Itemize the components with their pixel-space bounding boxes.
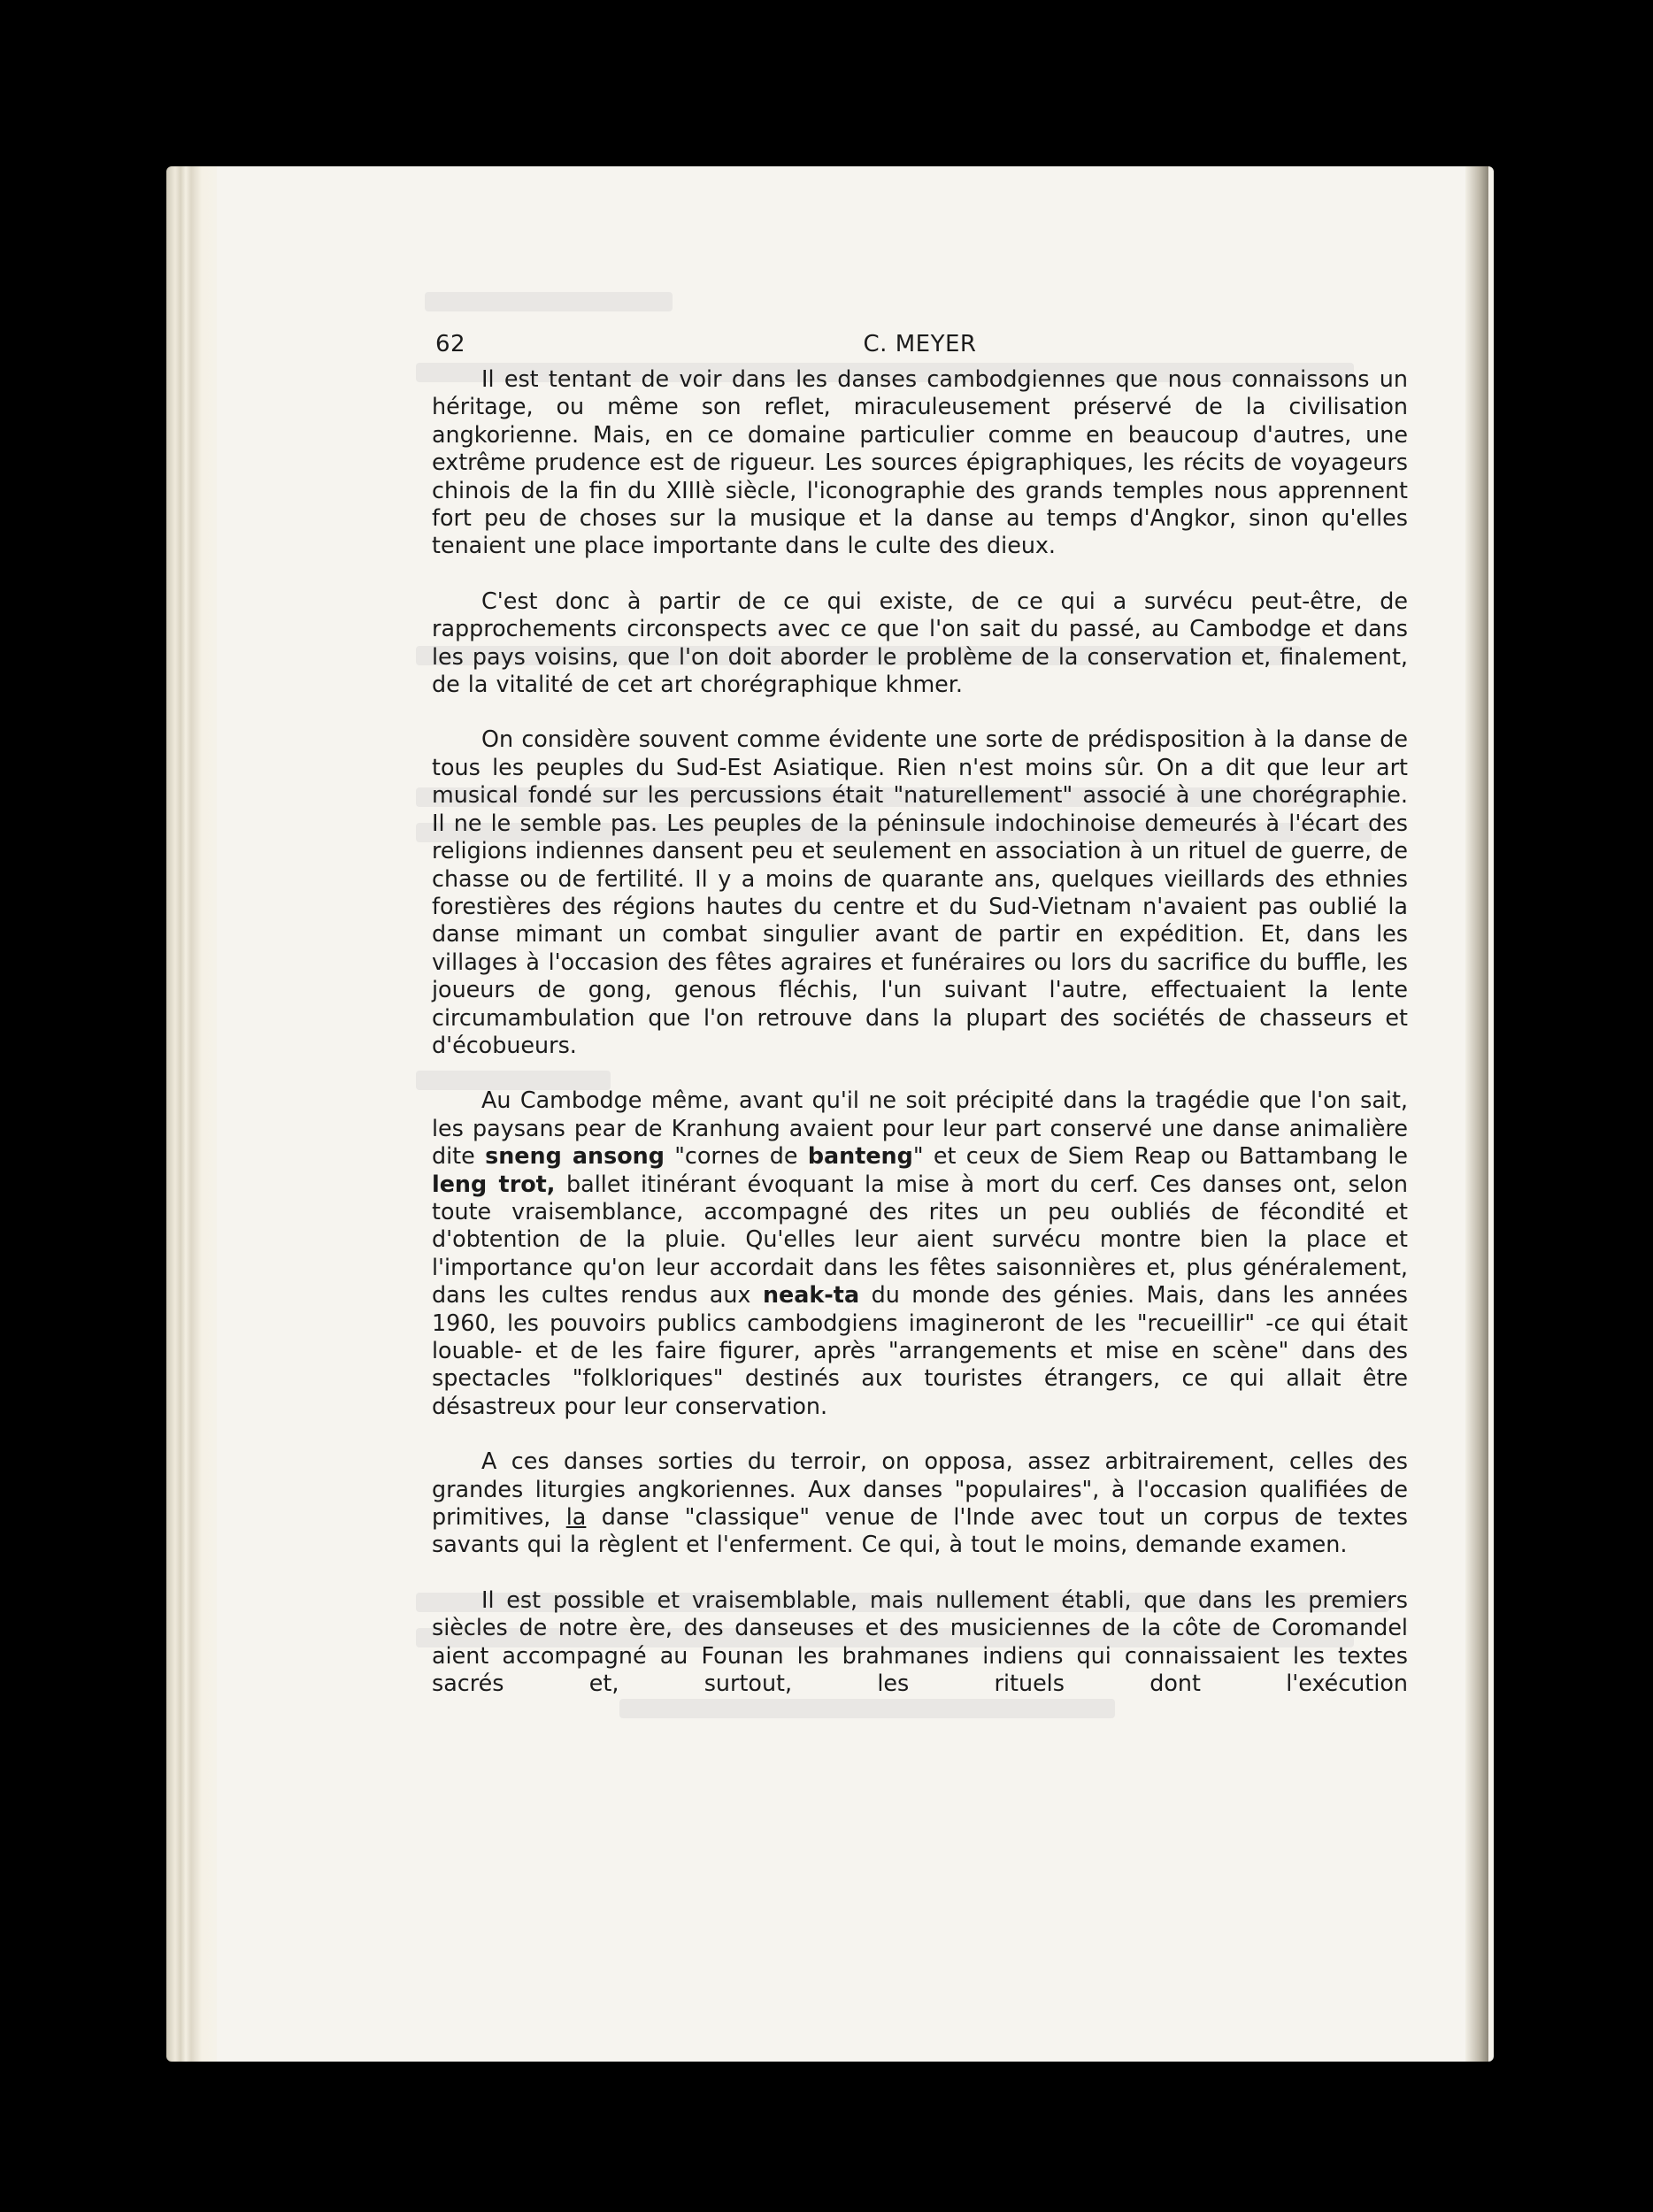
underlined-la: la	[565, 1503, 587, 1531]
paragraph-2: C'est donc à partir de ce qui existe, de ce qui a survécu peut-être, de rapprochements circonspects avec ce que l'on sait du passé, au Cambodge et dans les pays voisins, que l'on doit aborder le problème de la conservation et, finalement, de la vitalité de cet art chorégraphique khmer.	[432, 587, 1408, 698]
paragraph-5	[432, 1448, 1408, 1559]
paragraph-4-text-2: "cornes de	[664, 1142, 808, 1170]
term-leng-trot: leng trot,	[432, 1170, 556, 1197]
paragraph-5-text-1: A ces danses sorties du terroir, on opposa, assez arbitrairement, celles des grandes liturgies angkoriennes. Aux danses "populaires", à l'occasion qualifiées de primitives,	[432, 1448, 1408, 1531]
term-sneng-ansong: sneng ansong	[485, 1142, 665, 1170]
paragraph-4-text-1: Au Cambodge même, avant qu'il ne soit précipité dans la tragédie que l'on sait, les paysans pear de Kranhung avaient pour leur part conservé une danse animalière dite	[432, 1087, 1408, 1170]
paragraph-1: Il est tentant de voir dans les danses cambodgiennes que nous connaissons un héritage, ou même son reflet, miraculeusement préservé de la civilisation angkorienne. Mais, en ce domaine particulier comme en beaucoup d'autres, une extrême prudence est de rigueur. Les sources épigraphiques, les récits de voyageurs chinois de la fin du XIIIè siècle, l'iconographie des grands temples nous apprennent fort peu de choses sur la musique et la danse au temps d'Angkor, sinon qu'elles tenaient une place importante dans le culte des dieux.	[432, 365, 1408, 559]
paragraph-4-text-5: du monde des génies. Mais, dans les années 1960, les pouvoirs publics cambodgiens imagineront de les "recueillir" -ce qui était louable- et de les faire figurer, après "arrangements et mise en scène" dans des spectacles "folkloriques" destinés aux touristes étrangers, ce qui allait être désastreux pour leur conservation.	[432, 1281, 1408, 1419]
paragraph-4-text-3: " et ceux de Siem Reap ou Battambang le	[912, 1142, 1408, 1170]
term-neak-ta: neak-ta	[762, 1281, 860, 1309]
page-gutter-shadow	[1465, 166, 1488, 2062]
page-body	[432, 327, 1408, 1697]
running-title: C. MEYER	[863, 331, 977, 357]
running-head	[432, 327, 1408, 363]
paragraph-5-text-2: danse "classique" venue de l'Inde avec tout un corpus de textes savants qui la règlent et l'enferment. Ce qui, à tout le moins, demande examen.	[432, 1503, 1408, 1558]
paragraph-4-text-4: ballet itinérant évoquant la mise à mort du cerf. Ces danses ont, selon toute vraisemblance, accompagné des rites un peu oubliés de fécondité et d'obtention de la pluie. Qu'elles leur aient survécu montre bien la place et l'importance qu'on leur accordait dans les fêtes saisonnières et, plus généralement, dans les cultes rendus aux	[432, 1170, 1408, 1309]
paragraph-4	[432, 1087, 1408, 1420]
term-banteng: banteng	[807, 1142, 913, 1170]
paragraph-3: On considère souvent comme évidente une sorte de prédisposition à la danse de tous les peuples du Sud-Est Asiatique. Rien n'est moins sûr. On a dit que leur art musical fondé sur les percussions était "naturellement" associé à une chorégraphie. Il ne le semble pas. Les peuples de la péninsule indochinoise demeurés à l'écart des religions indiennes dansent peu et seulement en association à un rituel de guerre, de chasse ou de fertilité. Il y a moins de quarante ans, quelques vieillards des ethnies forestières des régions hautes du centre et du Sud-Vietnam n'avaient pas oublié la danse mimant un combat singulier avant de partir en expédition. Et, dans les villages à l'occasion des fêtes agraires et funéraires ou lors du sacrifice du buffle, les joueurs de gong, genous fléchis, l'un suivant l'autre, effectuaient la lente circumambulation que l'on retrouve dans la plupart des sociétés de chasseurs et d'écobueurs.	[432, 726, 1408, 1058]
paragraph-6: Il est possible et vraisemblable, mais nullement établi, que dans les premiers siècles de notre ère, des danseuses et des musiciennes de la côte de Coromandel aient accompagné au Founan les brahmanes indiens qui connaissaient les textes sacrés et, surtout, les rituels dont l'exécution	[432, 1586, 1408, 1697]
page-number: 62	[435, 331, 466, 357]
